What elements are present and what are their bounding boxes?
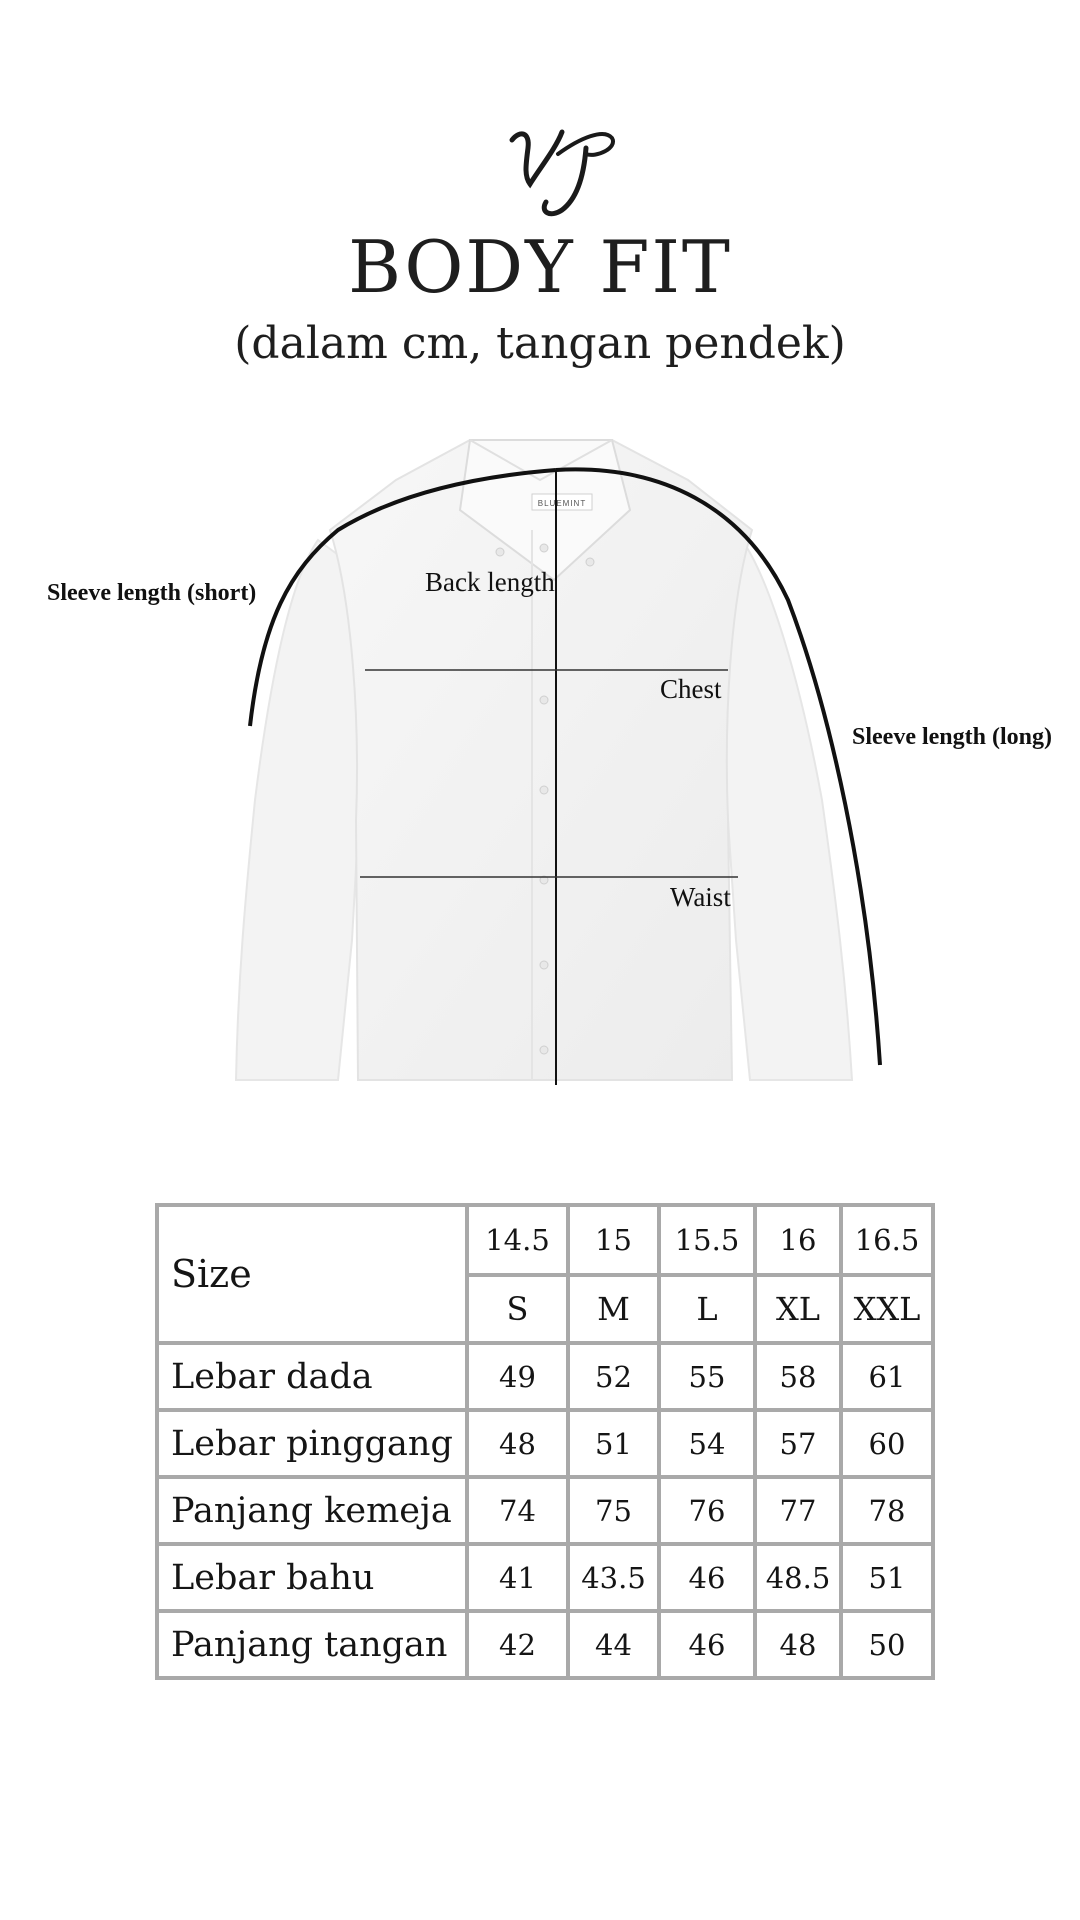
table-cell: 77 [755, 1477, 841, 1544]
table-row [157, 1343, 933, 1410]
numeric-size-cell: 16.5 [841, 1205, 933, 1275]
page-subtitle: (dalam cm, tangan pendek) [234, 318, 846, 369]
table-cell: 49 [467, 1343, 568, 1410]
letter-size-cell: XL [755, 1275, 841, 1343]
table-cell: 50 [841, 1611, 933, 1678]
table-row [157, 1611, 933, 1678]
size-header: Size [157, 1205, 467, 1343]
letter-size-cell: M [568, 1275, 659, 1343]
table-row [157, 1544, 933, 1611]
row-label: Lebar dada [157, 1343, 467, 1410]
vj-logo [500, 118, 620, 218]
table-cell: 74 [467, 1477, 568, 1544]
table-cell: 48.5 [755, 1544, 841, 1611]
letter-size-cell: S [467, 1275, 568, 1343]
row-label: Lebar pinggang [157, 1410, 467, 1477]
table-cell: 55 [659, 1343, 755, 1410]
table-cell: 61 [841, 1343, 933, 1410]
row-label: Lebar bahu [157, 1544, 467, 1611]
table-cell: 44 [568, 1611, 659, 1678]
table-row [157, 1205, 933, 1275]
row-label: Panjang tangan [157, 1611, 467, 1678]
row-label: Panjang kemeja [157, 1477, 467, 1544]
numeric-size-cell: 16 [755, 1205, 841, 1275]
shirt-illustration [0, 420, 1080, 1100]
back-length-label: Back length [425, 567, 555, 597]
waist-label: Waist [670, 882, 731, 912]
letter-size-cell: XXL [841, 1275, 933, 1343]
table-cell: 46 [659, 1544, 755, 1611]
shirt-diagram [0, 420, 1080, 1100]
table-cell: 42 [467, 1611, 568, 1678]
table-cell: 75 [568, 1477, 659, 1544]
numeric-size-cell: 14.5 [467, 1205, 568, 1275]
table-cell: 52 [568, 1343, 659, 1410]
numeric-size-cell: 15.5 [659, 1205, 755, 1275]
table-cell: 43.5 [568, 1544, 659, 1611]
chest-label: Chest [660, 674, 722, 704]
sleeve-long-label: Sleeve length (long) [852, 724, 1052, 750]
table-cell: 58 [755, 1343, 841, 1410]
table-cell: 60 [841, 1410, 933, 1477]
size-chart-table [155, 1203, 935, 1680]
table-cell: 48 [755, 1611, 841, 1678]
svg-text:BLUEMINT: BLUEMINT [537, 499, 587, 508]
table-cell: 41 [467, 1544, 568, 1611]
table-cell: 54 [659, 1410, 755, 1477]
table-cell: 78 [841, 1477, 933, 1544]
table-cell: 57 [755, 1410, 841, 1477]
table-cell: 48 [467, 1410, 568, 1477]
letter-size-cell: L [659, 1275, 755, 1343]
table-cell: 46 [659, 1611, 755, 1678]
table-cell: 51 [568, 1410, 659, 1477]
numeric-size-cell: 15 [568, 1205, 659, 1275]
page-title: BODY FIT [348, 225, 732, 309]
table-cell: 76 [659, 1477, 755, 1544]
table-cell: 51 [841, 1544, 933, 1611]
sleeve-short-label: Sleeve length (short) [47, 580, 257, 606]
table-row [157, 1410, 933, 1477]
table-row [157, 1477, 933, 1544]
